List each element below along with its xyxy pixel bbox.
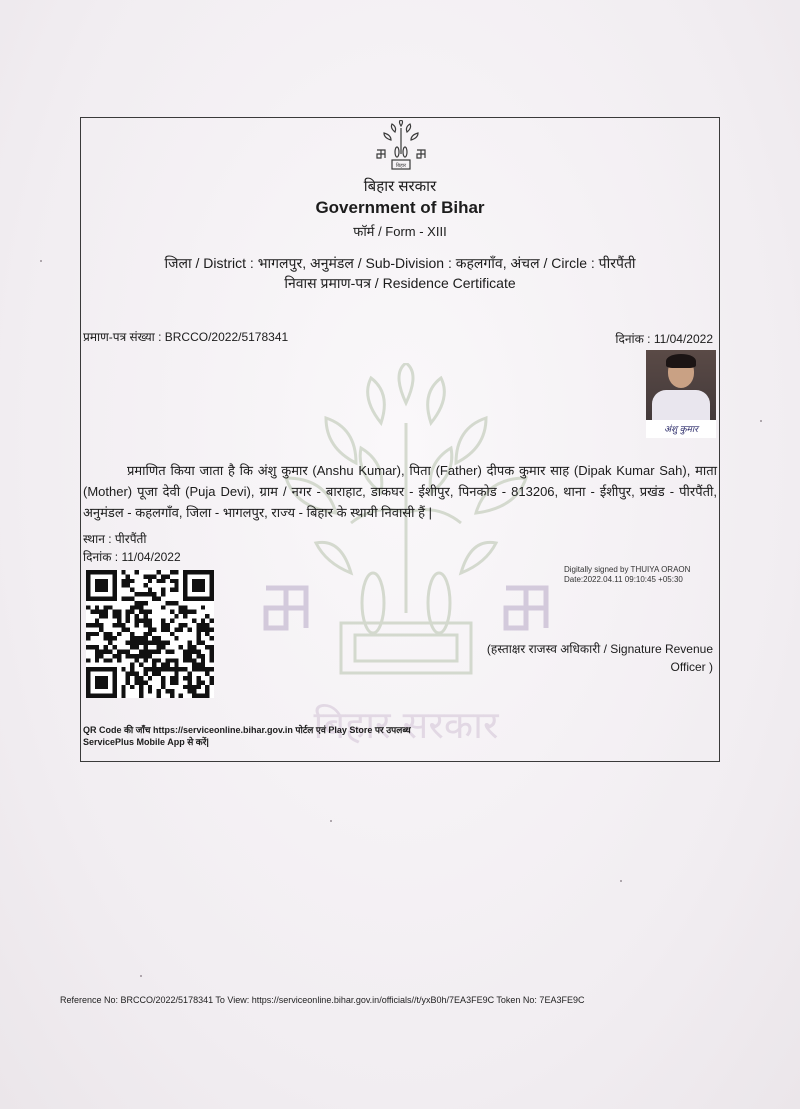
digital-signature xyxy=(564,565,690,585)
watermark-text: बिहार सरकार xyxy=(313,703,499,747)
certificate-date: दिनांक : 11/04/2022 xyxy=(615,332,713,346)
paper-speck xyxy=(40,260,42,262)
signature-label-line2: Officer ) xyxy=(670,660,713,674)
qr-verification-note xyxy=(83,724,411,748)
signature-label-line1: (हस्ताक्षर राजस्व अधिकारी / Signature Revenue xyxy=(486,642,713,656)
certificate-title: निवास प्रमाण-पत्र / Residence Certificate xyxy=(284,275,516,291)
certificate-frame xyxy=(80,117,720,762)
qr-note-line2: ServicePlus Mobile App से करें| xyxy=(83,737,209,747)
certificate-body: प्रमाणित किया जाता है कि अंशु कुमार (Anshu Kumar), पिता (Father) दीपक कुमार साह (Dipak Kumar Sah), माता (Mother) पूजा देवी (Puja Devi), ग्राम / नगर - बाराहाट, डाकघर - ईशीपुर, पिनकोड - 813206, थाना - ईशीपुर, प्रखंड - पीरपैंती, अनुमंडल - कहलगाँव, जिला - भागलपुर, राज्य - बिहार के स्थायी निवासी हैं | xyxy=(83,463,717,520)
qr-note-line1: QR Code की जाँच https://serviceonline.bihar.gov.in पोर्टल एवं Play Store पर उपलब्ध xyxy=(83,725,411,735)
qr-code[interactable] xyxy=(86,570,214,698)
paper-speck xyxy=(620,880,622,882)
bihar-emblem-icon xyxy=(373,120,429,176)
emblem-caption: बिहार xyxy=(395,163,407,169)
issue-date: दिनांक : 11/04/2022 xyxy=(83,550,181,564)
footer-reference: Reference No: BRCCO/2022/5178341 To View: https://serviceonline.bihar.gov.in/officials//t/yxB0h/7EA3FE9C Token No: 7EA3FE9C xyxy=(60,995,585,1005)
district-line: जिला / District : भागलपुर, अनुमंडल / Sub-Division : कहलगाँव, अंचल / Circle : पीरपैंती xyxy=(164,255,636,271)
certificate-number: प्रमाण-पत्र संख्या : BRCCO/2022/5178341 xyxy=(83,330,289,344)
government-hindi: बिहार सरकार xyxy=(363,178,437,195)
digital-signature-signer: Digitally signed by THUIYA ORAON xyxy=(564,565,691,574)
paper-speck xyxy=(140,975,142,977)
form-number: फॉर्म / Form - XIII xyxy=(353,224,447,239)
government-title: Government of Bihar xyxy=(315,198,485,217)
bihar-emblem-watermark xyxy=(261,363,551,762)
issue-place: स्थान : पीरपैंती xyxy=(83,532,147,546)
signature-block xyxy=(453,640,713,676)
paper-speck xyxy=(330,820,332,822)
digital-signature-date: Date:2022.04.11 09:10:45 +05:30 xyxy=(564,575,683,584)
applicant-photo xyxy=(646,350,716,438)
photo-signature: अंशु कुमार xyxy=(646,420,716,438)
paper-speck xyxy=(760,420,762,422)
